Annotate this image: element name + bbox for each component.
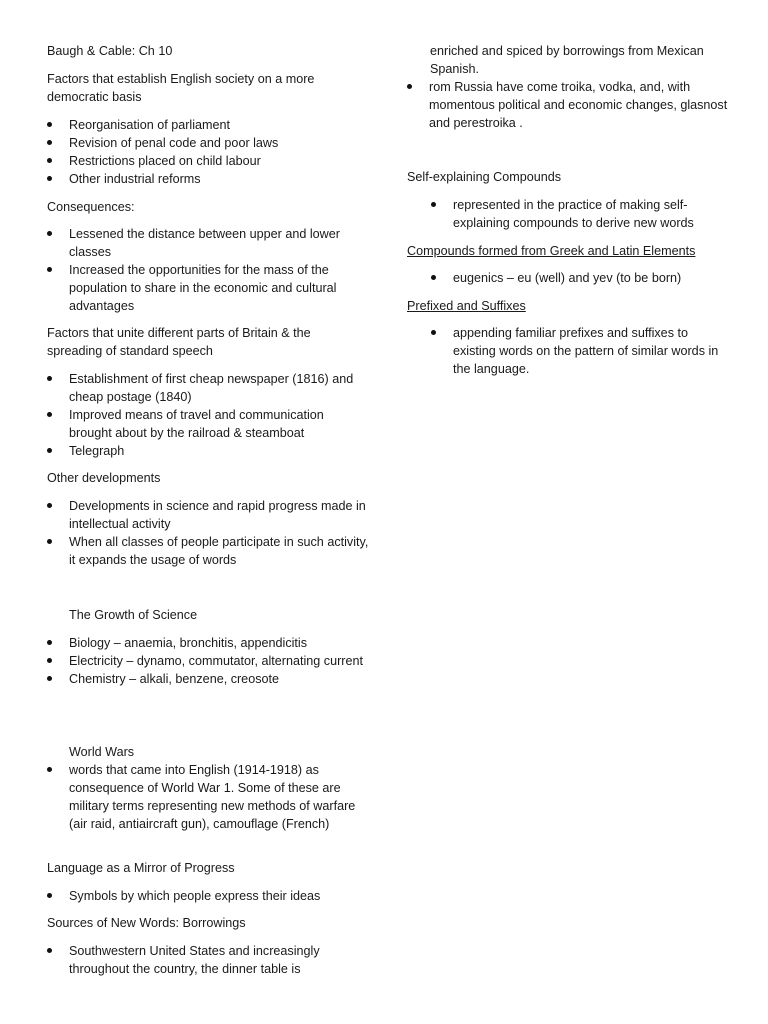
- section-other-developments: [47, 469, 369, 487]
- list-item: Increased the opportunities for the mass of the population to share in the economic and cultural advantages: [47, 261, 369, 315]
- section-heading: World Wars: [69, 745, 135, 759]
- list-borrowings: [47, 942, 369, 978]
- list-item: Southwestern United States and increasingly throughout the country, the dinner table is: [47, 942, 369, 978]
- doc-title-text: Baugh & Cable: Ch 10: [47, 44, 173, 58]
- section-language-mirror: [47, 859, 369, 877]
- list-item: Revision of penal code and poor laws: [47, 134, 369, 152]
- list-democratic: [47, 116, 369, 188]
- list-item: When all classes of people participate in such activity, it expands the usage of words: [47, 533, 369, 569]
- list-item: Improved means of travel and communication brought about by the railroad & steamboat: [47, 406, 369, 442]
- list-item: Establishment of first cheap newspaper (1816) and cheap postage (1840): [47, 370, 369, 406]
- section-consequences: [47, 198, 369, 216]
- continued-text: [407, 42, 732, 78]
- section-heading: Consequences:: [47, 200, 135, 214]
- list-language-mirror: [47, 887, 369, 905]
- list-item: represented in the practice of making self-explaining compounds to derive new words: [407, 196, 732, 232]
- list-item: Electricity – dynamo, commutator, alternating current: [47, 652, 369, 670]
- list-growth-of-science: [47, 634, 369, 688]
- list-prefixes: [407, 324, 732, 378]
- section-democratic: [47, 70, 369, 106]
- doc-title: [47, 42, 369, 60]
- section-heading: Factors that unite different parts of Britain & the spreading of standard speech: [47, 326, 311, 358]
- list-unite: [47, 370, 369, 460]
- section-greek-latin: [407, 242, 732, 260]
- section-borrowings: [47, 914, 369, 932]
- list-item: Developments in science and rapid progress made in intellectual activity: [47, 497, 369, 533]
- section-heading: Factors that establish English society on a more democratic basis: [47, 72, 315, 104]
- section-growth-of-science: [47, 606, 369, 624]
- list-consequences: [47, 225, 369, 315]
- section-heading: Self-explaining Compounds: [407, 170, 562, 184]
- list-item: Other industrial reforms: [47, 170, 369, 188]
- list-item: words that came into English (1914-1918) as consequence of World War 1. Some of these are military terms representing new methods of warfare (air raid, antiaircraft gun), camouflage (French): [47, 761, 369, 833]
- section-unite: [47, 324, 369, 360]
- list-russia: [407, 78, 732, 132]
- list-item: Lessened the distance between upper and lower classes: [47, 225, 369, 261]
- list-greek-latin: [407, 269, 732, 287]
- list-item: rom Russia have come troika, vodka, and, with momentous political and economic changes, glasnost and perestroika .: [407, 78, 732, 132]
- section-world-wars: [47, 743, 369, 761]
- list-world-wars: [47, 761, 369, 833]
- section-heading: Language as a Mirror of Progress: [47, 861, 235, 875]
- section-prefixes: [407, 297, 732, 315]
- list-other-developments: [47, 497, 369, 569]
- section-self-explaining: [407, 168, 732, 186]
- section-heading: The Growth of Science: [69, 608, 198, 622]
- list-item: Symbols by which people express their ideas: [47, 887, 369, 905]
- section-heading: Sources of New Words: Borrowings: [47, 916, 246, 930]
- list-item: eugenics – eu (well) and yev (to be born): [407, 269, 732, 287]
- section-heading: Other developments: [47, 471, 161, 485]
- section-heading: Prefixed and Suffixes: [407, 299, 526, 313]
- list-item: Chemistry – alkali, benzene, creosote: [47, 670, 369, 688]
- list-self-explaining: [407, 196, 732, 232]
- list-item: Biology – anaemia, bronchitis, appendicitis: [47, 634, 369, 652]
- list-item: Restrictions placed on child labour: [47, 152, 369, 170]
- list-item: appending familiar prefixes and suffixes to existing words on the pattern of similar words in the language.: [407, 324, 732, 378]
- section-heading: Compounds formed from Greek and Latin Elements: [407, 244, 696, 258]
- continued-paragraph: enriched and spiced by borrowings from Mexican Spanish.: [430, 44, 704, 76]
- list-item: Telegraph: [47, 442, 369, 460]
- list-item: Reorganisation of parliament: [47, 116, 369, 134]
